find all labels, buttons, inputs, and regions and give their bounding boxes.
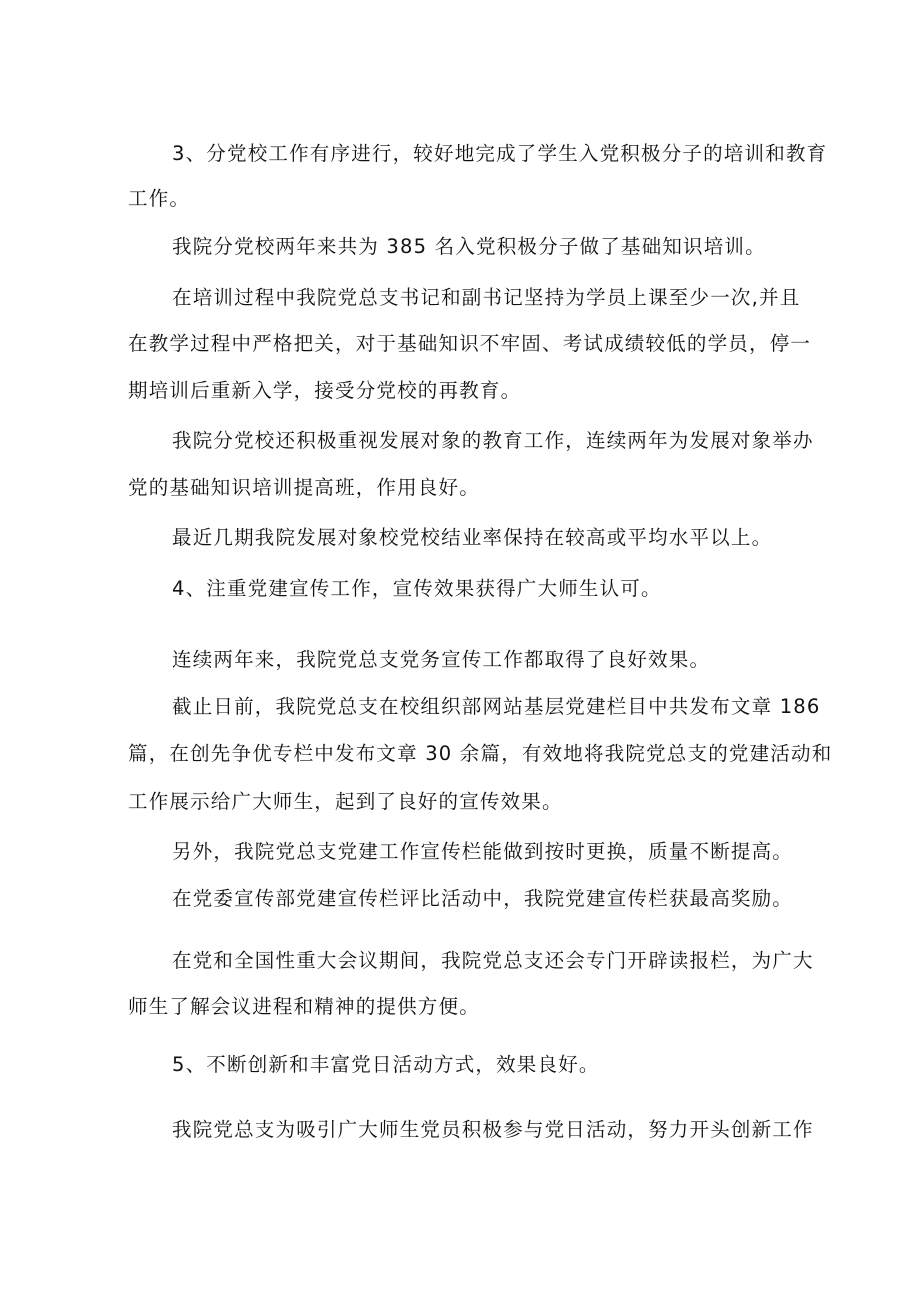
paragraph-line: 连续两年来，我院党总支党务宣传工作都取得了良好效果。 (172, 648, 711, 671)
paragraph-line: 在党委宣传部党建宣传栏评比活动中，我院党建宣传栏获最高奖励。 (172, 887, 794, 910)
paragraph-line: 在教学过程中严格把关，对于基础知识不牢固、考试成绩较低的学员，停一 (128, 332, 812, 355)
paragraph-line: 工作。 (128, 187, 191, 210)
paragraph-line: 我院分党校两年来共为 385 名入党积极分子做了基础知识培训。 (172, 235, 766, 258)
paragraph-line: 另外，我院党总支党建工作宣传栏能做到按时更换，质量不断提高。 (172, 840, 794, 863)
paragraph-line: 期培训后重新入学，接受分党校的再教育。 (128, 379, 522, 402)
paragraph-line: 3、分党校工作有序进行，较好地完成了学生入党积极分子的培训和教育 (172, 142, 828, 165)
paragraph-line: 党的基础知识培训提高班，作用良好。 (128, 476, 480, 499)
paragraph-line: 篇，在创先争优专栏中发布文章 30 余篇，有效地将我院党总支的党建活动和 (128, 742, 833, 765)
paragraph-line: 我院分党校还积极重视发展对象的教育工作，连续两年为发展对象举办 (172, 429, 814, 452)
paragraph-line: 截止日前，我院党总支在校组织部网站基层党建栏目中共发布文章 186 (172, 695, 821, 718)
paragraph-line: 在党和全国性重大会议期间，我院党总支还会专门开辟读报栏，为广大 (172, 949, 814, 972)
paragraph-line: 最近几期我院发展对象校党校结业率保持在较高或平均水平以上。 (172, 526, 773, 549)
paragraph-line: 我院党总支为吸引广大师生党员积极参与党日活动，努力开头创新工作 (172, 1118, 814, 1141)
paragraph-line: 5、不断创新和丰富党日活动方式，效果良好。 (172, 1053, 600, 1076)
paragraph-line: 工作展示给广大师生，起到了良好的宣传效果。 (128, 790, 563, 813)
paragraph-line: 师生了解会议进程和精神的提供方便。 (128, 995, 480, 1018)
paragraph-line: 4、注重党建宣传工作，宣传效果获得广大师生认可。 (172, 577, 662, 600)
paragraph-line: 在培训过程中我院党总支书记和副书记坚持为学员上课至少一次,并且 (172, 286, 801, 309)
